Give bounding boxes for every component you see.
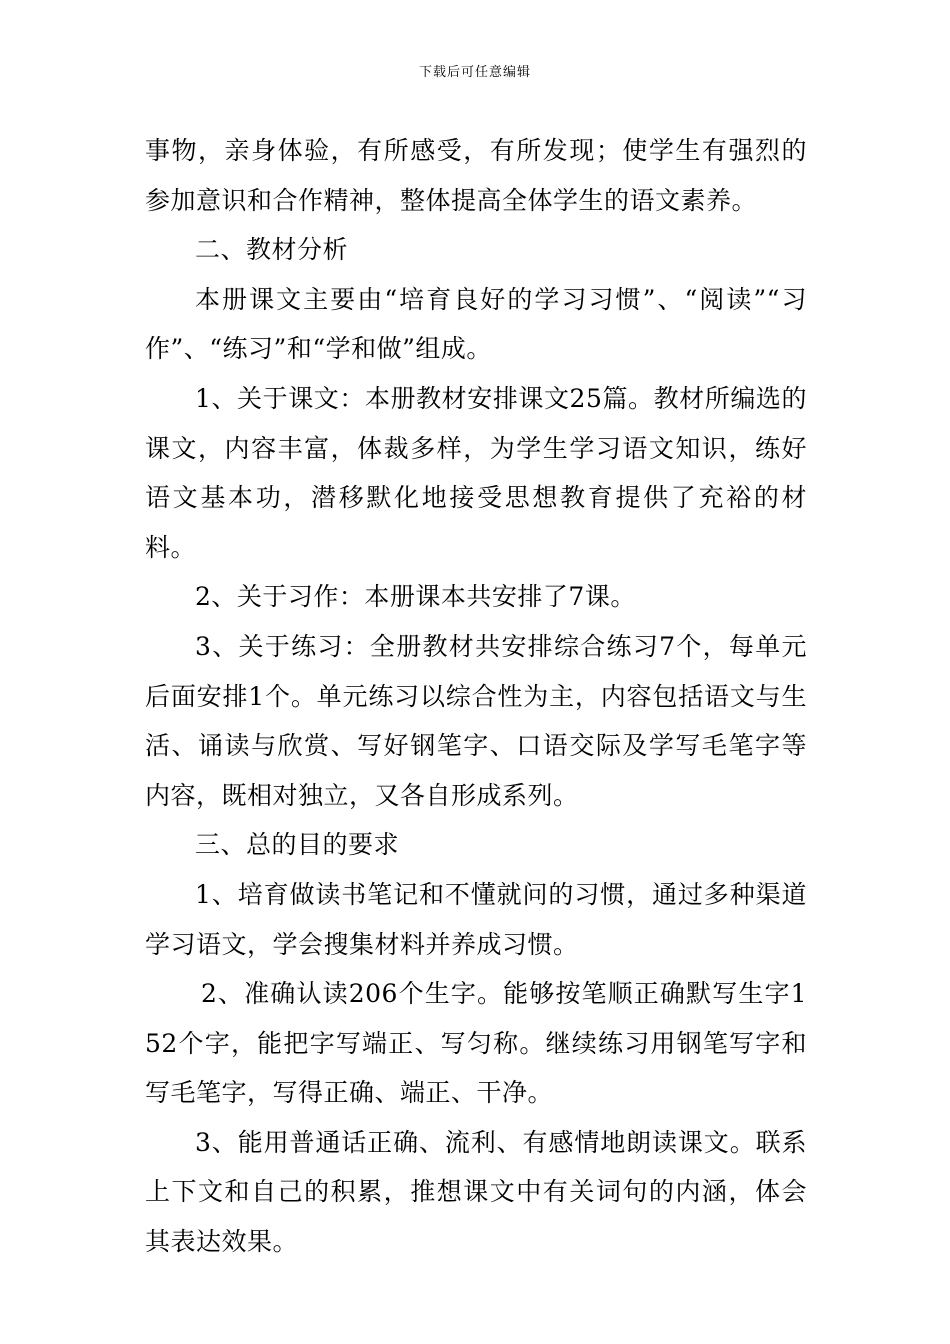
- paragraph-textbook-composition: 本册课文主要由“培育良好的学习习惯”、“阅读”“习作”、“练习”和“学和做”组成。: [145, 284, 807, 364]
- paragraph-about-texts: 1、关于课文：本册教材安排课文25篇。教材所编选的课文，内容丰富，体裁多样，为学生学习语文知识，练好语文基本功，潜移默化地接受思想教育提供了充裕的材料。: [145, 383, 807, 562]
- document-body: [145, 126, 807, 1267]
- paragraph-goal-1: 1、培育做读书笔记和不懂就问的习惯，通过多种渠道学习语文，学会搜集材料并养成习惯。: [145, 879, 807, 959]
- paragraph-goal-3: 3、能用普通话正确、流利、有感情地朗读课文。联系上下文和自己的积累，推想课文中有关词句的内涵，体会其表达效果。: [145, 1127, 807, 1257]
- page-header-note: 下载后可任意编辑: [418, 65, 531, 80]
- paragraph-continuation: 事物，亲身体验，有所感受，有所发现；使学生有强烈的参加意识和合作精神，整体提高全体学生的语文素养。: [145, 136, 807, 215]
- section-heading-overall-goals: 三、总的目的要求: [195, 830, 400, 860]
- paragraph-goal-2: 2、准确认读206个生字。能够按笔顺正确默写生字152个字，能把字写端正、写匀称。继续练习用钢笔写字和写毛笔字，写得正确、端正、干净。: [145, 979, 807, 1108]
- paragraph-about-writing: 2、关于习作：本册课本共安排了7课。: [195, 582, 636, 612]
- paragraph-about-exercises: 3、关于练习：全册教材共安排综合练习7个，每单元后面安排1个。单元练习以综合性为主，内容包括语文与生活、诵读与欣赏、写好钢笔字、口语交际及学写毛笔字等内容，既相对独立，又各自形成系列。: [145, 631, 807, 810]
- section-heading-textbook-analysis: 二、教材分析: [195, 235, 349, 265]
